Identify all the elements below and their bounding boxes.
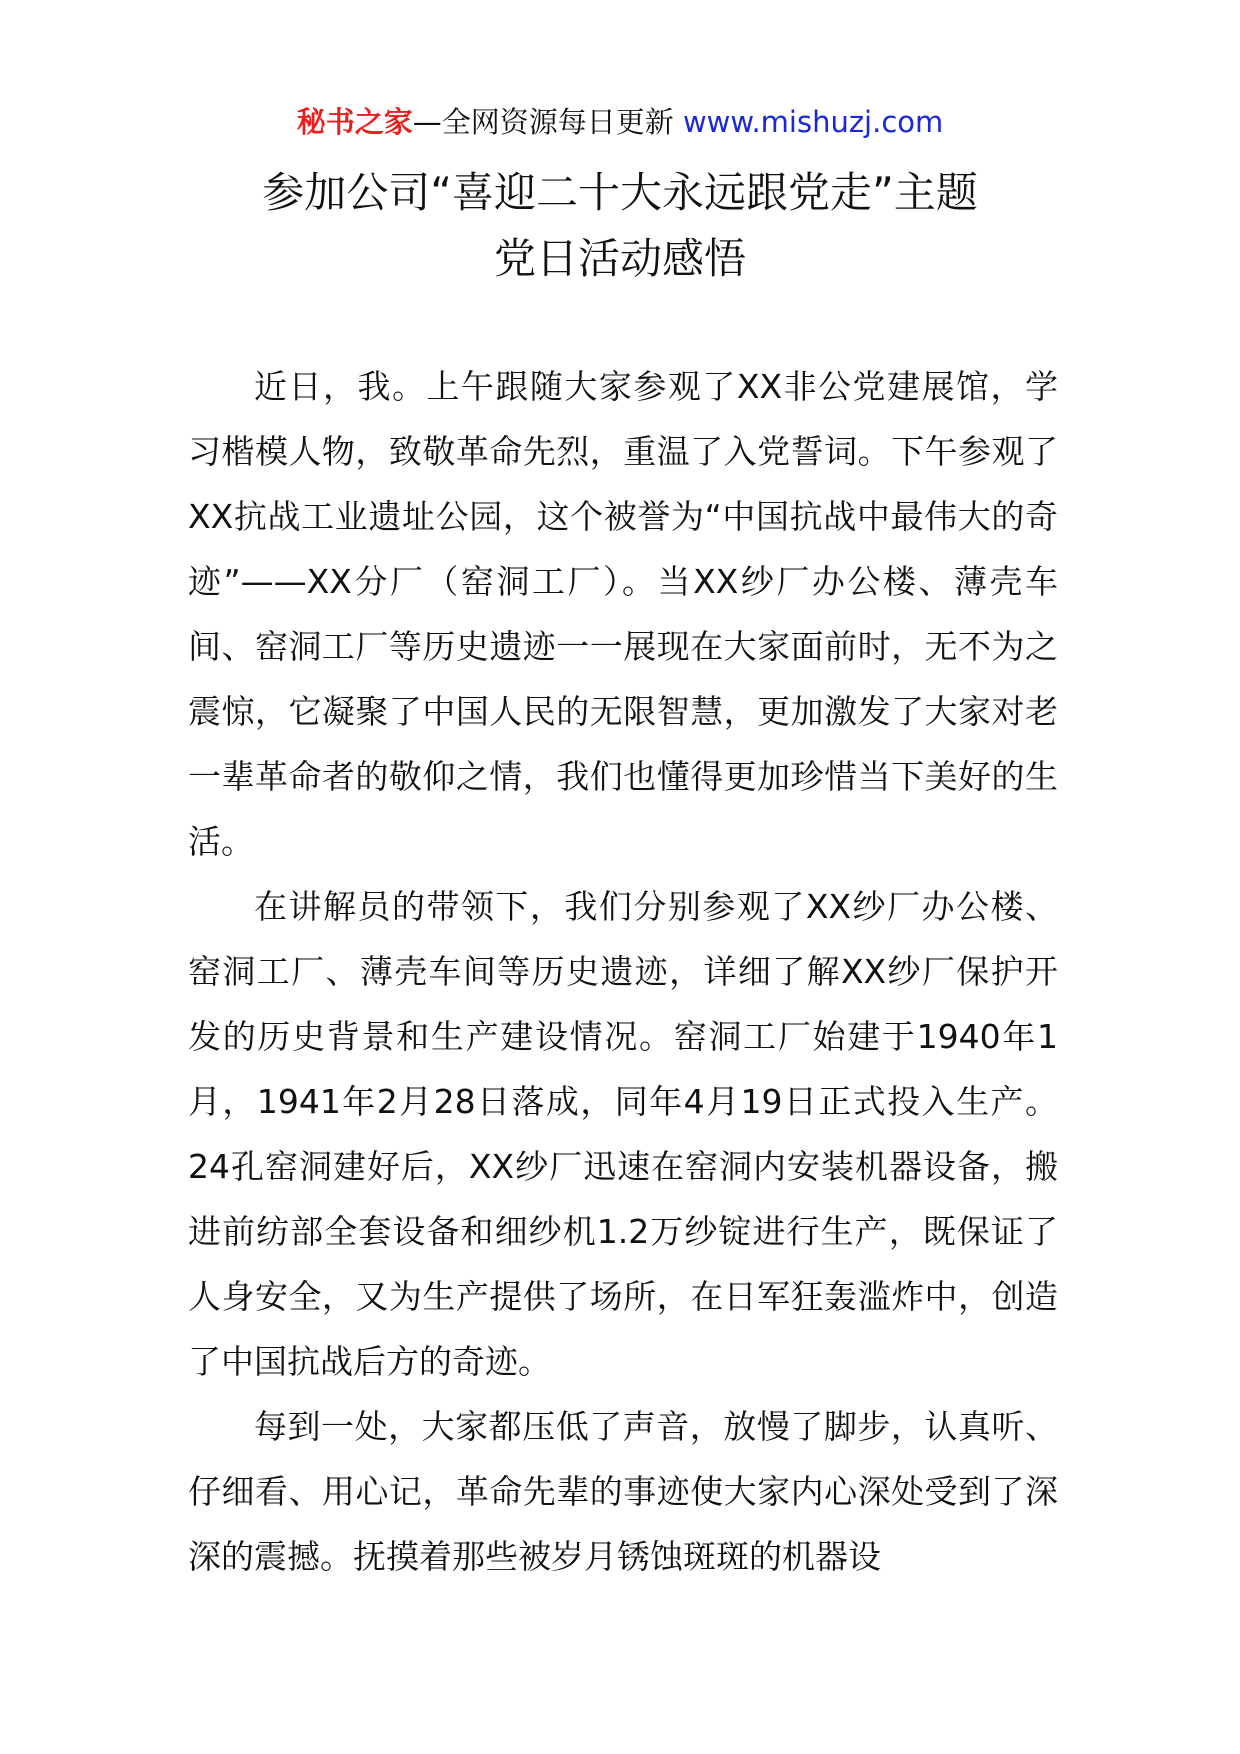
paragraph-2: 在讲解员的带领下，我们分别参观了XX纱厂办公楼、窑洞工厂、薄壳车间等历史遗迹，详细了解XX纱厂保护开发的历史背景和生产建设情况。窑洞工厂始建于1940年1月，1941年2月28日落成，同年4月19日正式投入生产。24孔窑洞建好后，XX纱厂迅速在窑洞内安装机器设备，搬进前纺部全套设备和细纱机1.2万纱锭进行生产，既保证了人身安全，又为生产提供了场所，在日军狂轰滥炸中，创造了中国抗战后方的奇迹。: [188, 887, 1058, 1381]
document-title: [150, 160, 1090, 292]
paragraph-1: 近日，我。上午跟随大家参观了XX非公党建展馆，学习楷模人物，致敬革命先烈，重温了入党誓词。下午参观了XX抗战工业遗址公园，这个被誉为“中国抗战中最伟大的奇迹”——XX分厂（窑洞工厂）。当XX纱厂办公楼、薄壳车间、窑洞工厂等历史遗迹一一展现在大家面前时，无不为之震惊，它凝聚了中国人民的无限智慧，更加激发了大家对老一辈革命者的敬仰之情，我们也懂得更加珍惜当下美好的生活。: [188, 367, 1058, 861]
site-brand: 秘书之家: [296, 105, 413, 139]
paragraph-3: 每到一处，大家都压低了声音，放慢了脚步，认真听、仔细看、用心记，革命先辈的事迹使大家内心深处受到了深深的震撼。抚摸着那些被岁月锈蚀斑斑的机器设: [188, 1407, 1058, 1576]
site-tagline: —全网资源每日更新: [412, 105, 683, 139]
site-url-link[interactable]: www.mishuzj.com: [682, 105, 944, 139]
title-line-2: 党日活动感悟: [493, 234, 746, 283]
site-header: [0, 100, 1240, 144]
document-body: [188, 354, 1058, 1589]
title-line-1: 参加公司“喜迎二十大永远跟党走”主题: [262, 168, 978, 217]
